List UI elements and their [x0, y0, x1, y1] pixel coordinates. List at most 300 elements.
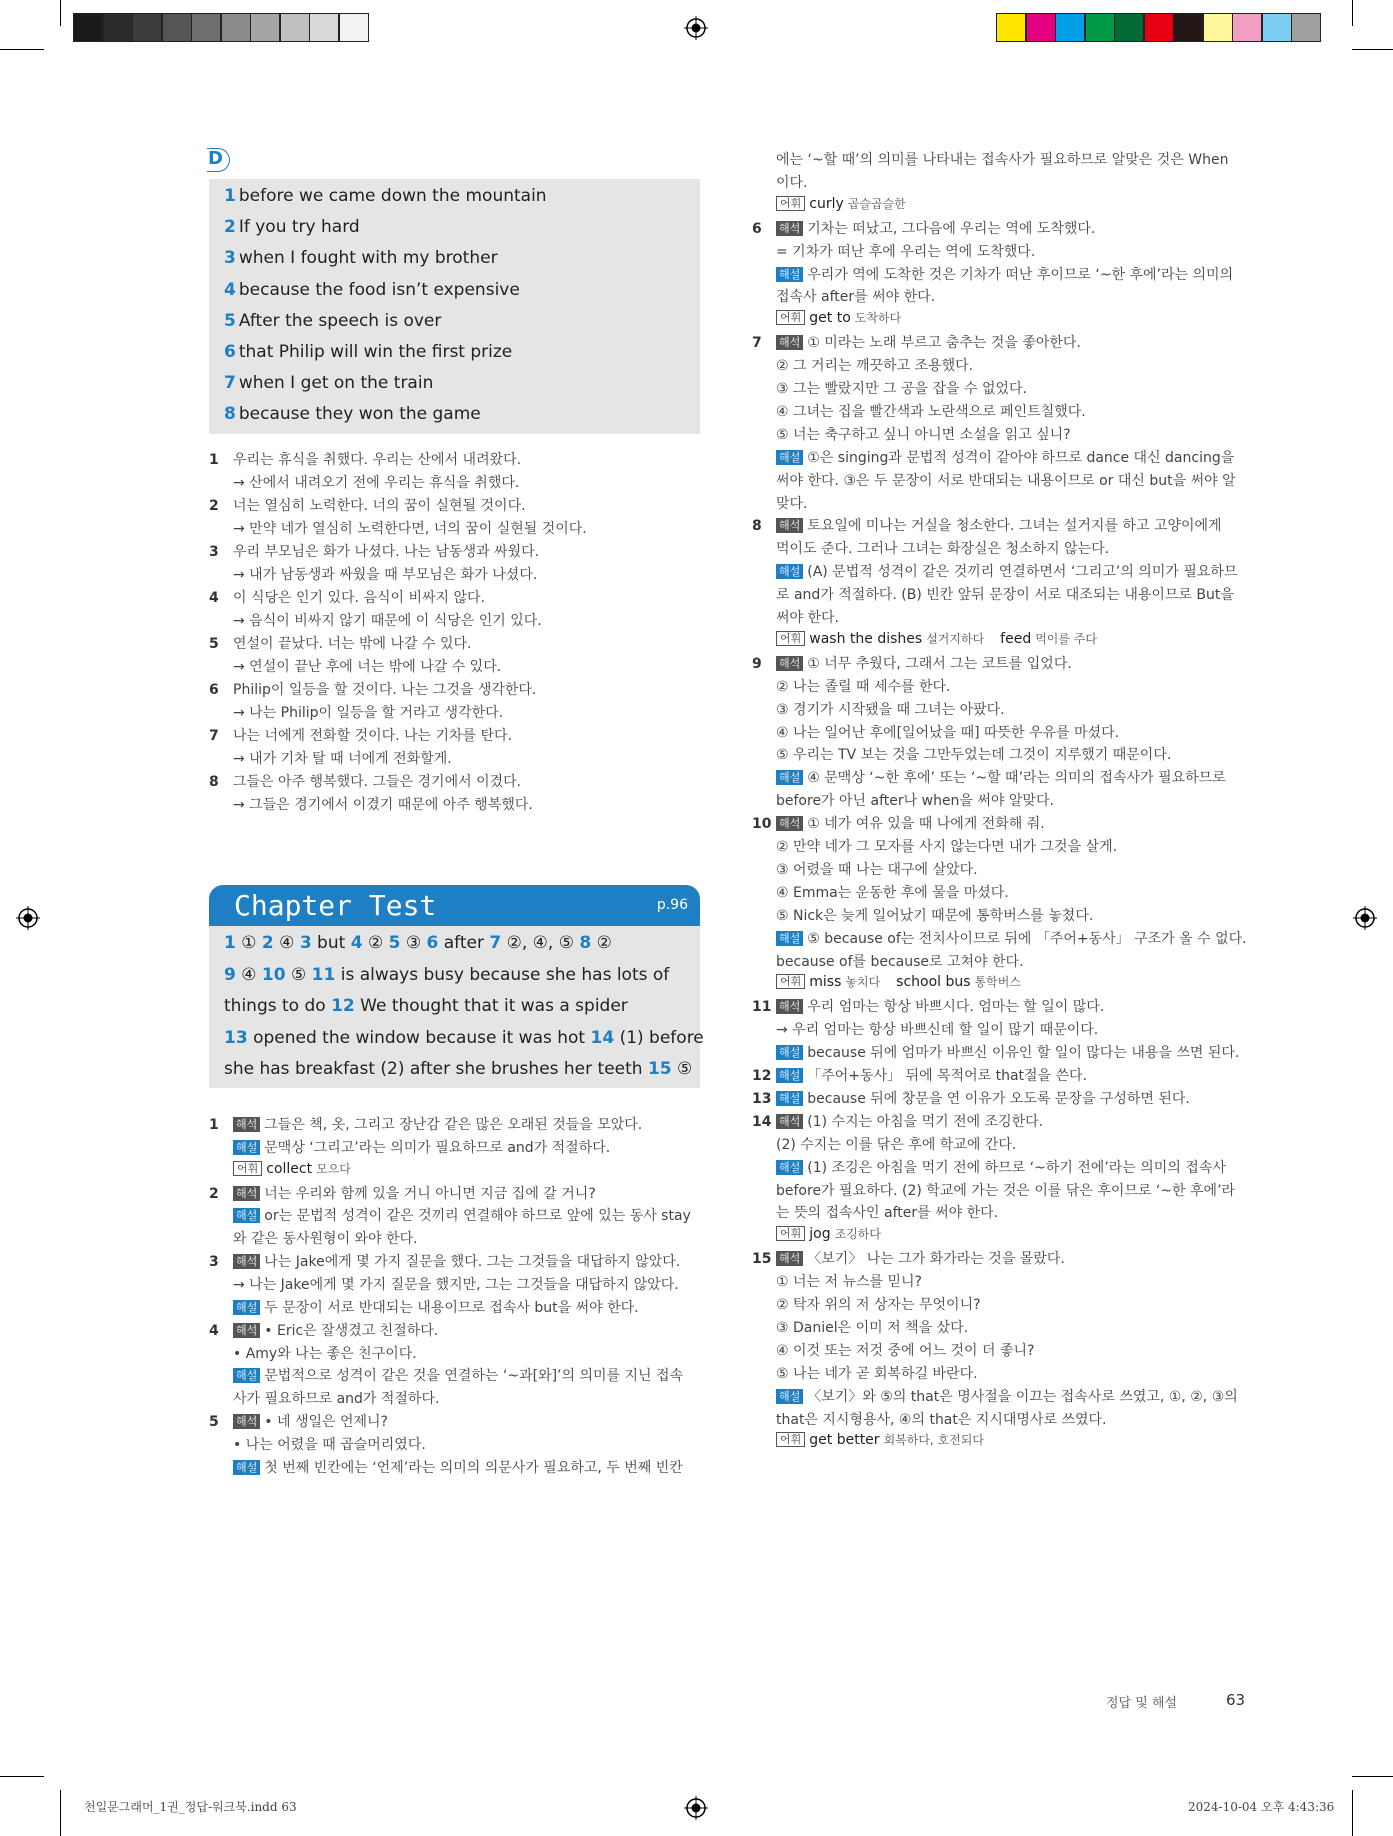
- vocab-word: wash the dishes: [809, 630, 923, 647]
- color-swatch: [1144, 13, 1174, 42]
- page-number: 63: [1226, 1691, 1246, 1709]
- explanation-line: [752, 401, 1086, 421]
- answer-text: ②: [362, 933, 389, 953]
- translation-sentence: 나는 너에게 전화할 것이다. 나는 기차를 탄다.: [233, 728, 513, 744]
- explanation-line: [209, 1160, 351, 1177]
- translation-number: 4: [209, 590, 219, 606]
- question-number: 9: [224, 964, 236, 985]
- explanation-text: (A) 문법적 성격이 같은 것끼리 연결하면서 ‘그리고’의 의미가 필요하므: [807, 564, 1238, 581]
- answer-number: 8: [224, 404, 236, 425]
- question-number: 7: [489, 933, 502, 953]
- question-number: 13: [752, 1090, 772, 1107]
- explanation-line: [752, 973, 1021, 990]
- answer-number: 4: [224, 279, 236, 300]
- gray-swatch: [103, 13, 133, 42]
- answer-item: [224, 186, 547, 206]
- translation-sentence: 이 식당은 인기 있다. 음식이 비싸지 않다.: [233, 590, 485, 606]
- explanation-line: [752, 195, 906, 212]
- explanation-line: [752, 1248, 1065, 1268]
- chapter-test-answer-line: [224, 965, 669, 985]
- explanation-line: [752, 1134, 1016, 1154]
- explanation-text: or는 문법적 성격이 같은 것끼리 연결해야 하므로 앞에 있는 동사 stay: [264, 1208, 691, 1225]
- question-number: 4: [350, 933, 363, 953]
- explanation-text: 문법적으로 성격이 같은 것을 연결하는 ‘~과[와]’의 의미를 지닌 접속: [264, 1368, 684, 1385]
- explanation-text: ① 미라는 노래 부르고 춤추는 것을 좋아한다.: [807, 335, 1081, 352]
- answer-text: ②, ④, ⑤: [501, 933, 580, 953]
- explanation-line: [752, 470, 1236, 490]
- answer-item: [224, 217, 360, 237]
- explanation-tag: 해설: [776, 1091, 803, 1106]
- question-number: 6: [426, 933, 439, 953]
- explanation-text: 써야 한다.: [776, 610, 839, 626]
- explanation-line: [752, 790, 1054, 810]
- explanation-line: [752, 584, 1234, 604]
- vocab-tag: 어휘: [776, 1432, 805, 1447]
- translation-tag: 해석: [776, 518, 803, 533]
- gray-swatch: [191, 13, 221, 42]
- explanation-text: 너는 우리와 함께 있을 거니 아니면 지금 집에 갈 거니?: [264, 1185, 596, 1202]
- explanation-text: 〈보기〉와 ⑤의 that은 명사절을 이끄는 접속사로 쓰였고, ①, ②, ③의: [807, 1388, 1238, 1405]
- translation-tag: 해석: [233, 1254, 260, 1269]
- explanation-tag: 해설: [776, 770, 803, 785]
- explanation-line: [209, 1114, 642, 1134]
- translation-line: [209, 633, 471, 653]
- color-swatch: [1173, 13, 1203, 42]
- explanation-line: [752, 1294, 981, 1314]
- explanation-text: 와 같은 동사원형이 와야 한다.: [233, 1231, 418, 1248]
- question-number: 14: [752, 1113, 772, 1130]
- explanation-text: → 우리 엄마는 항상 바쁘신데 할 일이 많기 때문이다.: [776, 1022, 1099, 1039]
- question-number: 5: [209, 1414, 219, 1431]
- question-number: 8: [579, 933, 592, 953]
- explanation-text: ④ 이것 또는 저것 중에 어느 것이 더 좋니?: [776, 1342, 1035, 1359]
- gray-swatch: [132, 13, 162, 42]
- translation-combined: [209, 794, 533, 814]
- translation-number: 1: [209, 452, 219, 468]
- question-number: 12: [331, 996, 355, 1016]
- translation-sentence: 너는 열심히 노력한다. 너의 꿈이 실현될 것이다.: [233, 498, 526, 514]
- translation-combined: [209, 610, 542, 630]
- vocab-meaning: 조깅하다: [834, 1227, 881, 1242]
- vocab-tag: 어휘: [776, 310, 805, 325]
- explanation-tag: 해설: [233, 1208, 260, 1223]
- answer-text: after: [438, 933, 490, 953]
- explanation-text: → 나는 Jake에게 몇 가지 질문을 했지만, 그는 그것들을 대답하지 않았다.: [233, 1276, 679, 1293]
- translation-sentence: 우리 부모님은 화가 나셨다. 나는 남동생과 싸웠다.: [233, 544, 540, 560]
- answer-item: [224, 342, 512, 362]
- explanation-text: 접속사 after를 써야 한다.: [776, 289, 936, 306]
- color-swatch: [1232, 13, 1262, 42]
- vocab-meaning: 모으다: [316, 1161, 351, 1176]
- question-number: 2: [261, 933, 274, 953]
- answer-text: that Philip will win the first prize: [238, 342, 513, 362]
- explanation-text: ③ 어렸을 때 나는 대구에 살았다.: [776, 861, 978, 878]
- explanation-text: 먹이도 준다. 그러나 그녀는 화장실은 청소하지 않는다.: [776, 541, 1110, 558]
- explanation-line: [752, 1180, 1235, 1200]
- vocab-meaning: 먹이를 주다: [1035, 631, 1097, 646]
- explanation-line: [752, 149, 1229, 169]
- chapter-test-header: [209, 885, 700, 926]
- explanation-text: (1) 수지는 아침을 먹기 전에 조깅한다.: [807, 1113, 1044, 1130]
- translation-sentence: → 나는 Philip이 일등을 할 거라고 생각한다.: [233, 705, 504, 721]
- question-number: 8: [752, 518, 762, 535]
- vocab-word: collect: [266, 1160, 313, 1177]
- crop-mark: [60, 0, 61, 26]
- answer-text: (1) before: [614, 1027, 704, 1048]
- explanation-text: ③ 경기가 시작됐을 때 그녀는 아팠다.: [776, 701, 1005, 718]
- explanation-text: ③ Daniel은 이미 저 책을 샀다.: [776, 1319, 969, 1336]
- explanation-line: [752, 1431, 984, 1448]
- answer-text: opened the window because it was hot: [247, 1027, 591, 1048]
- explanation-tag: 해설: [776, 931, 803, 946]
- explanation-line: [752, 1363, 978, 1383]
- explanation-text: ② 탁자 위의 저 상자는 무엇이니?: [776, 1297, 981, 1313]
- explanation-text: 첫 번째 빈칸에는 ‘언제’라는 의미의 의문사가 필요하고, 두 번째 빈칸: [264, 1459, 683, 1476]
- answer-number: 1: [224, 186, 236, 206]
- vocab-word: get to: [809, 310, 851, 327]
- vocab-meaning: 통학버스: [974, 975, 1021, 990]
- vocab-tag: 어휘: [776, 1226, 805, 1241]
- answer-number: 7: [224, 373, 236, 394]
- question-number: 10: [261, 964, 286, 985]
- gray-swatch: [73, 13, 103, 42]
- chapter-test-answer-line: [224, 996, 628, 1016]
- explanation-text: 두 문장이 서로 반대되는 내용이므로 접속사 but을 써야 한다.: [264, 1299, 639, 1316]
- explanation-line: [752, 1042, 1239, 1062]
- explanation-tag: 해설: [776, 564, 803, 579]
- explanation-text: 사가 필요하므로 and가 적절하다.: [233, 1391, 440, 1408]
- question-number: 6: [752, 220, 762, 237]
- explanation-text: ② 만약 네가 그 모자를 사지 않는다면 내가 그것을 살게.: [776, 839, 1118, 855]
- translation-line: [209, 679, 536, 699]
- translation-tag: 해석: [776, 999, 803, 1014]
- color-swatch: [1114, 13, 1144, 42]
- translation-number: 8: [209, 774, 219, 790]
- translation-tag: 해석: [233, 1414, 260, 1429]
- answer-text: when I get on the train: [238, 373, 434, 394]
- explanation-text: ③ 그는 빨랐지만 그 공을 잡을 수 없었다.: [776, 381, 1028, 397]
- answer-text: ③: [400, 933, 427, 953]
- color-swatch: [1291, 13, 1321, 42]
- translation-sentence: 우리는 휴식을 취했다. 우리는 산에서 내려왔다.: [233, 452, 522, 468]
- answer-text: We thought that it was a spider: [354, 996, 628, 1016]
- explanation-line: [752, 882, 1009, 902]
- explanation-text: because of를 because로 고쳐야 한다.: [776, 953, 1024, 970]
- explanation-line: [752, 309, 901, 326]
- explanation-text: ⑤ 우리는 TV 보는 것을 그만두었는데 그것이 지루했기 때문이다.: [776, 747, 1172, 764]
- crop-mark: [1352, 1790, 1353, 1836]
- translation-sentence: → 연설이 끝난 후에 너는 밖에 나갈 수 있다.: [233, 659, 502, 675]
- explanation-line: [209, 1274, 679, 1294]
- explanation-line: [752, 630, 1097, 647]
- answer-text: After the speech is over: [238, 310, 442, 331]
- explanation-line: [752, 676, 951, 696]
- vocab-meaning: 회복하다, 호전되다: [883, 1433, 984, 1448]
- color-swatch: [1026, 13, 1056, 42]
- explanation-line: [209, 1365, 683, 1385]
- explanation-text: ① 너는 저 뉴스를 믿니?: [776, 1274, 922, 1291]
- translation-tag: 해석: [776, 656, 803, 671]
- question-number: 12: [752, 1068, 772, 1084]
- explanation-text: ④ 문맥상 ‘~한 후에’ 또는 ‘~할 때’라는 의미의 접속사가 필요하므로: [807, 770, 1226, 787]
- explanation-text: • 네 생일은 언제니?: [264, 1414, 388, 1431]
- crop-mark: [1352, 0, 1353, 26]
- translation-number: 7: [209, 728, 219, 744]
- explanation-text: = 기차가 떠난 후에 우리는 역에 도착했다.: [776, 243, 1036, 260]
- question-number: 1: [209, 1117, 219, 1133]
- explanation-line: [752, 905, 1093, 925]
- answer-item: [224, 280, 520, 300]
- explanation-line: [752, 218, 1095, 238]
- vocab-tag: 어휘: [233, 1161, 262, 1176]
- explanation-line: [752, 424, 1071, 444]
- vocab-meaning: 놓치다: [845, 975, 881, 990]
- explanation-text: 〈보기〉 나는 그가 화가라는 것을 몰랐다.: [807, 1251, 1065, 1268]
- translation-line: [209, 771, 521, 791]
- explanation-line: [752, 1271, 922, 1291]
- question-number: 13: [224, 1027, 248, 1048]
- chapter-test-answer-box: [209, 926, 704, 1088]
- question-number: 9: [752, 655, 762, 672]
- gray-swatch: [221, 13, 251, 42]
- registration-mark-icon: [684, 16, 708, 40]
- explanation-text: 그들은 책, 옷, 그리고 장난감 같은 많은 오래된 것들을 모았다.: [264, 1117, 643, 1133]
- explanation-text: ④ Emma는 운동한 후에 물을 마셨다.: [776, 884, 1009, 901]
- question-number: 15: [647, 1059, 672, 1079]
- translation-tag: 해석: [776, 1114, 803, 1129]
- explanation-line: [752, 1340, 1034, 1360]
- explanation-line: [209, 1251, 680, 1271]
- section-d-answer-box: [209, 179, 700, 434]
- explanation-tag: 해설: [776, 1045, 803, 1060]
- explanation-tag: 해설: [233, 1460, 260, 1475]
- explanation-text: because 뒤에 엄마가 바쁘신 이유인 할 일이 많다는 내용을 쓰면 된다.: [807, 1045, 1240, 1062]
- explanation-tag: 해설: [233, 1368, 260, 1383]
- translation-sentence: → 만약 네가 열심히 노력한다면, 너의 꿈이 실현될 것이다.: [233, 521, 587, 537]
- vocab-meaning: 곱슬곱슬한: [847, 196, 906, 211]
- vocab-word: curly: [809, 195, 844, 212]
- explanation-line: [209, 1343, 417, 1363]
- chapter-test-page-ref: p.96: [656, 897, 688, 913]
- translation-sentence: → 내가 남동생과 싸웠을 때 부모님은 화가 나셨다.: [233, 567, 538, 583]
- explanation-line: [752, 332, 1081, 352]
- translation-combined: [209, 656, 501, 676]
- section-d-label: D: [207, 148, 222, 169]
- answer-text: ⑤: [285, 964, 312, 985]
- translation-tag: 해석: [233, 1186, 260, 1201]
- explanation-line: [752, 1088, 1190, 1108]
- registration-mark-icon: [684, 1796, 708, 1820]
- explanation-text: 기차는 떠났고, 그다음에 우리는 역에 도착했다.: [807, 220, 1096, 237]
- explanation-text: ①은 singing과 문법적 성격이 같아야 하므로 dance 대신 dancing을: [807, 449, 1235, 466]
- explanation-line: [752, 264, 1233, 284]
- explanation-text: 는 뜻의 접속사인 after를 써야 한다.: [776, 1205, 999, 1222]
- explanation-line: [752, 515, 1222, 535]
- explanation-text: (1) 조깅은 아침을 먹기 전에 하므로 ‘~하기 전에’라는 의미의 접속사: [807, 1159, 1226, 1176]
- explanation-line: [752, 836, 1117, 856]
- explanation-tag: 해설: [776, 1389, 803, 1404]
- explanation-text: ⑤ 너는 축구하고 싶니 아니면 소설을 읽고 싶니?: [776, 426, 1071, 443]
- vocab-tag: 어휘: [776, 631, 805, 646]
- question-number: 7: [752, 335, 762, 352]
- answer-number: 6: [224, 342, 236, 362]
- explanation-text: ① 네가 여유 있을 때 나에게 전화해 줘.: [807, 816, 1045, 833]
- explanation-line: [752, 561, 1237, 581]
- translation-sentence: → 내가 기차 탈 때 너에게 전화할게.: [233, 751, 452, 767]
- answer-item: [224, 373, 433, 393]
- answer-number: 5: [224, 310, 236, 331]
- explanation-text: ① 너무 추웠다, 그래서 그는 코트를 입었다.: [807, 655, 1072, 672]
- crop-mark: [1352, 49, 1393, 50]
- color-swatch: [1262, 13, 1292, 42]
- explanation-text: 「주어+동사」 뒤에 목적어로 that절을 쓴다.: [807, 1068, 1088, 1084]
- translation-line: [209, 541, 539, 561]
- answer-text: ②: [591, 933, 612, 953]
- gray-swatch: [280, 13, 310, 42]
- vocab-meaning: 설거지하다: [926, 631, 985, 646]
- gray-swatch: [339, 13, 369, 42]
- explanation-line: [752, 286, 935, 306]
- explanation-text: 우리가 역에 도착한 것은 기차가 떠난 후이므로 ‘~한 후에’라는 의미의: [807, 266, 1234, 283]
- answer-number: 2: [224, 217, 236, 238]
- print-timestamp: 2024-10-04 오후 4:43:36: [1188, 1800, 1335, 1814]
- explanation-line: [752, 951, 1024, 971]
- answer-text: ④: [235, 964, 262, 985]
- explanation-tag: 해설: [776, 267, 803, 282]
- translation-line: [209, 587, 485, 607]
- explanation-line: [752, 1409, 1106, 1429]
- answer-text: ⑤: [671, 1059, 693, 1079]
- explanation-line: [209, 1457, 683, 1477]
- explanation-text: ⑤ because of는 전치사이므로 뒤에 「주어+동사」 구조가 올 수 없다.: [807, 930, 1247, 947]
- explanation-line: [752, 699, 1005, 719]
- explanation-line: [752, 767, 1226, 787]
- question-number: 3: [299, 933, 312, 953]
- explanation-line: [752, 928, 1247, 948]
- explanation-line: [752, 538, 1109, 558]
- explanation-line: [209, 1205, 691, 1225]
- question-number: 3: [209, 1254, 219, 1271]
- file-slug: 천일문그래머_1권_정답-워크북.indd 63: [84, 1800, 297, 1814]
- translation-combined: [209, 564, 537, 584]
- gray-swatch: [250, 13, 280, 42]
- explanation-text: 토요일에 미나는 거실을 청소한다. 그녀는 설거지를 하고 고양이에게: [807, 518, 1222, 535]
- explanation-text: 에는 ‘~할 때’의 의미를 나타내는 접속사가 필요하므로 알맞은 것은 When: [776, 152, 1229, 168]
- question-number: 2: [209, 1185, 219, 1202]
- explanation-line: [752, 172, 808, 192]
- translation-line: [209, 495, 526, 515]
- explanation-text: 맞다.: [776, 495, 808, 512]
- translation-sentence: 연설이 끝났다. 너는 밖에 나갈 수 있다.: [233, 636, 472, 652]
- translation-tag: 해석: [233, 1117, 260, 1132]
- vocab-word: school bus: [896, 974, 971, 991]
- explanation-text: • Eric은 잘생겼고 친절하다.: [264, 1322, 439, 1339]
- translation-tag: 해석: [776, 335, 803, 350]
- explanation-line: [752, 1202, 998, 1222]
- question-number: 10: [752, 816, 772, 833]
- translation-combined: [209, 702, 503, 722]
- answer-text: because the food isn’t expensive: [238, 279, 520, 300]
- explanation-line: [209, 1388, 439, 1408]
- explanation-line: [752, 1019, 1098, 1039]
- vocab-word: jog: [809, 1226, 831, 1243]
- answer-text: is always busy because she has lots of: [335, 964, 670, 985]
- explanation-line: [752, 996, 1104, 1016]
- answer-text: ①: [235, 933, 262, 953]
- explanation-text: ④ 그녀는 집을 빨간색과 노란색으로 페인트칠했다.: [776, 403, 1086, 420]
- explanation-line: [752, 653, 1072, 673]
- translation-tag: 해석: [233, 1323, 260, 1338]
- explanation-text: 써야 한다. ③은 두 문장이 서로 반대되는 내용이므로 or 대신 but을 써야 알: [776, 472, 1236, 489]
- translation-number: 6: [209, 682, 219, 698]
- chapter-test-answer-line: [224, 933, 612, 953]
- explanation-text: because 뒤에 창문을 연 이유가 오도록 문장을 구성하면 된다.: [807, 1090, 1190, 1107]
- explanation-text: ② 나는 졸릴 때 세수를 한다.: [776, 678, 951, 695]
- translation-combined: [209, 518, 587, 538]
- translation-line: [209, 725, 512, 745]
- explanation-text: ④ 나는 일어난 후에[일어났을 때] 따뜻한 우유를 마셨다.: [776, 724, 1120, 741]
- translation-combined: [209, 748, 452, 768]
- explanation-line: [209, 1228, 418, 1248]
- crop-mark: [0, 1776, 44, 1777]
- explanation-text: 이다.: [776, 174, 808, 191]
- explanation-tag: 해설: [776, 1160, 803, 1175]
- explanation-text: ⑤ 나는 네가 곧 회복하길 바란다.: [776, 1365, 978, 1382]
- crop-mark: [1352, 1776, 1393, 1777]
- explanation-text: before가 필요하다. (2) 학교에 가는 것은 이를 닦은 후이므로 ‘~한 후에’라: [776, 1182, 1236, 1199]
- translation-sentence: 그들은 아주 행복했다. 그들은 경기에서 이겼다.: [233, 774, 522, 790]
- question-number: 1: [224, 933, 236, 953]
- answer-item: [224, 311, 441, 331]
- translation-tag: 해석: [776, 221, 803, 236]
- translation-number: 5: [209, 636, 219, 652]
- crop-mark: [60, 1790, 61, 1836]
- explanation-line: [752, 1065, 1087, 1085]
- translation-number: 3: [209, 544, 219, 560]
- explanation-text: ② 그 거리는 깨끗하고 조용했다.: [776, 358, 974, 375]
- color-swatch: [1055, 13, 1085, 42]
- explanation-text: that은 지시형용사, ④의 that은 지시대명사로 쓰였다.: [776, 1411, 1107, 1428]
- explanation-line: [209, 1183, 596, 1203]
- answer-text: she has breakfast (2) after she brushes her teeth: [224, 1059, 648, 1079]
- explanation-line: [752, 241, 1035, 261]
- explanation-tag: 해설: [233, 1300, 260, 1315]
- explanation-line: [209, 1137, 610, 1157]
- explanation-line: [752, 1111, 1043, 1131]
- explanation-text: 문맥상 ‘그리고’라는 의미가 필요하므로 and가 적절하다.: [264, 1139, 611, 1156]
- explanation-line: [752, 378, 1027, 398]
- footer-section-label: 정답 및 해설: [1106, 1696, 1178, 1711]
- registration-mark-icon: [1353, 906, 1377, 930]
- color-swatch: [996, 13, 1026, 42]
- chapter-test-answer-line: [224, 1028, 704, 1048]
- explanation-text: • 나는 어렸을 때 곱슬머리였다.: [233, 1436, 426, 1453]
- explanation-line: [752, 722, 1119, 742]
- explanation-line: [752, 355, 973, 375]
- registration-mark-icon: [16, 906, 40, 930]
- vocab-meaning: 도착하다: [854, 311, 902, 326]
- translation-number: 2: [209, 498, 219, 514]
- chapter-test-title: Chapter Test: [234, 889, 437, 922]
- chapter-test-answer-line: [224, 1059, 692, 1079]
- explanation-line: [209, 1320, 438, 1340]
- translation-tag: 해석: [776, 816, 803, 831]
- explanation-line: [752, 859, 978, 879]
- vocab-word: get better: [809, 1432, 880, 1449]
- answer-text: If you try hard: [238, 217, 360, 238]
- vocab-word: miss: [809, 974, 842, 991]
- answer-number: 3: [224, 248, 236, 269]
